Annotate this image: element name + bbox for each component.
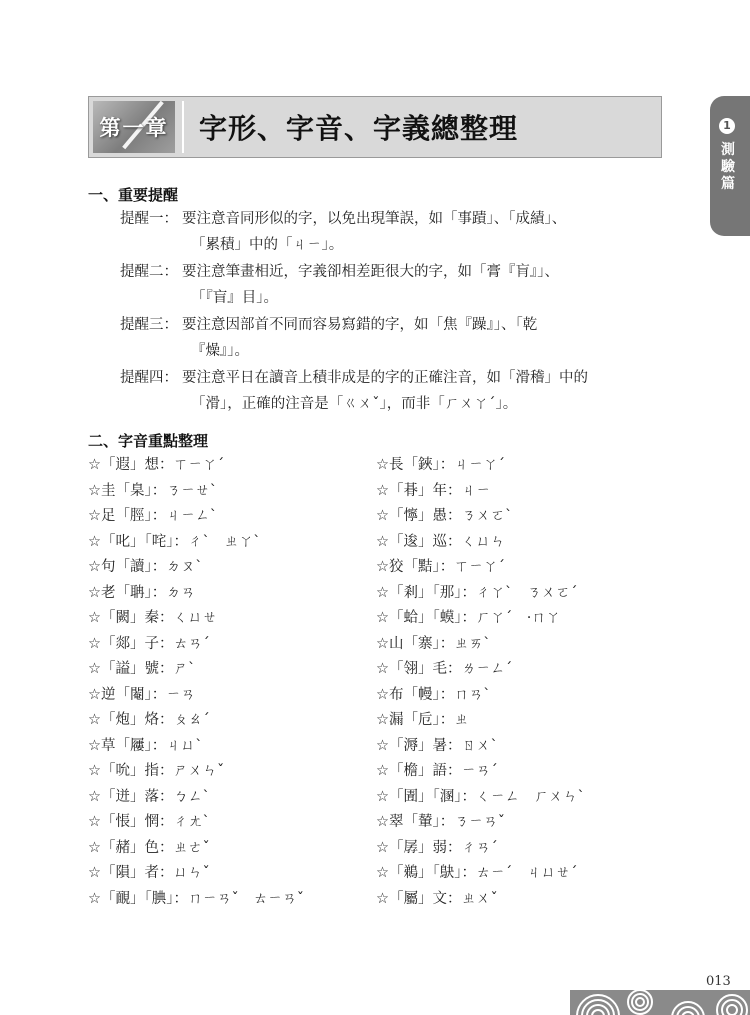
pronunciation-item: ☆「圊」「溷」：ㄑㄧㄥ ㄏㄨㄣˋ bbox=[376, 788, 585, 805]
pronunciation-item: ☆「炮」烙：ㄆㄠˊ bbox=[88, 712, 210, 728]
pronunciation-item: ☆漏「卮」：ㄓ bbox=[376, 712, 469, 728]
pronunciation-item: ☆長「鋏」：ㄐㄧㄚˊ bbox=[376, 457, 505, 473]
pronunciation-item: ☆「叱」「咤」：ㄔˋ ㄓㄚˋ bbox=[88, 533, 261, 550]
pronunciation-item: ☆「隕」者：ㄩㄣˇ bbox=[88, 865, 210, 881]
pronunciation-item: ☆「逡」巡：ㄑㄩㄣ bbox=[376, 533, 505, 550]
pronunciation-item: ☆「迸」落：ㄅㄥˋ bbox=[88, 788, 210, 805]
side-tab-number: 1 bbox=[719, 118, 735, 134]
pronunciation-item: ☆「孱」弱：ㄔㄢˊ bbox=[376, 839, 498, 856]
reminder-1: 提醒一： 要注意音同形似的字，以免出現筆誤，如「事蹟」、「成績」、 「累積」中的「ㄐㄧ」。 bbox=[120, 211, 567, 253]
pronunciation-item: ☆句「讀」：ㄉㄡˋ bbox=[88, 559, 203, 575]
pronunciation-item: ☆狡「黠」：ㄒㄧㄚˊ bbox=[376, 559, 505, 575]
pronunciation-item: ☆「郯」子：ㄊㄢˊ bbox=[88, 635, 210, 652]
pronunciation-item: ☆「鵜」「鴃」：ㄊㄧˊ ㄐㄩㄝˊ bbox=[376, 865, 578, 881]
reminder-2: 提醒二： 要注意筆畫相近，字義卻相差距很大的字，如「膏『肓』」、 「『盲』目」。 bbox=[120, 264, 559, 306]
pronunciation-item: ☆足「脛」：ㄐㄧㄥˋ bbox=[88, 508, 217, 524]
pronunciation-item: ☆「謚」號：ㄕˋ bbox=[88, 661, 196, 677]
reminder-3: 提醒三： 要注意因部首不同而容易寫錯的字，如「焦『躁』」、「乾 『燥』」。 bbox=[120, 317, 538, 359]
pronunciation-item: ☆翠「輦」：ㄋㄧㄢˇ bbox=[376, 814, 505, 830]
pronunciation-item: ☆「蛤」「蟆」：ㄏㄚˊ ·ㄇㄚ bbox=[376, 610, 561, 626]
side-tab-label: 測驗篇 bbox=[721, 142, 735, 192]
pronunciation-item: ☆「溽」暑：ㄖㄨˋ bbox=[376, 737, 498, 754]
reminder-4: 提醒四： 要注意平日在讀音上積非成是的字的正確注音，如「滑稽」中的 「滑」，正確的注音是「ㄍㄨˇ」，而非「ㄏㄨㄚˊ」。 bbox=[120, 370, 588, 412]
page-number: 013 bbox=[706, 974, 731, 989]
pronunciation-item: ☆「靦」「腆」：ㄇㄧㄢˇ ㄊㄧㄢˇ bbox=[88, 890, 304, 907]
pen-book-icon bbox=[93, 101, 175, 153]
pronunciation-item: ☆「遐」想：ㄒㄧㄚˊ bbox=[88, 457, 225, 473]
pronunciation-item: ☆「檐」語：ㄧㄢˊ bbox=[376, 763, 498, 779]
chapter-banner bbox=[88, 96, 662, 158]
pronunciation-item: ☆逆「閹」：ㄧㄢ bbox=[88, 686, 196, 703]
pronunciation-item: ☆「剎」「那」：ㄔㄚˋ ㄋㄨㄛˊ bbox=[376, 584, 578, 601]
chapter-label: 第一章 bbox=[99, 115, 169, 140]
pronunciation-item: ☆布「幔」：ㄇㄢˋ bbox=[376, 686, 491, 703]
pronunciation-item: ☆「懧」愚：ㄋㄨㄛˋ bbox=[376, 508, 513, 524]
pronunciation-item: ☆「朞」年：ㄐㄧ bbox=[376, 482, 491, 499]
side-tab bbox=[710, 96, 750, 236]
pronunciation-item: ☆老「聃」：ㄉㄢ bbox=[88, 584, 196, 601]
pronunciation-item: ☆「翎」毛：ㄌㄧㄥˊ bbox=[376, 661, 513, 677]
section-title-reminders: 一、重要提醒 bbox=[88, 186, 179, 204]
pronunciation-item: ☆圭「臬」：ㄋㄧㄝˋ bbox=[88, 482, 217, 499]
pronunciation-item: ☆山「寨」：ㄓㄞˋ bbox=[376, 635, 491, 652]
pronunciation-item: ☆草「屨」：ㄐㄩˋ bbox=[88, 737, 203, 754]
pronunciation-item: ☆「屬」文：ㄓㄨˇ bbox=[376, 890, 498, 907]
pronunciation-item: ☆「赭」色：ㄓㄜˇ bbox=[88, 839, 210, 856]
pronunciation-item: ☆「吮」指：ㄕㄨㄣˇ bbox=[88, 763, 225, 779]
chapter-title: 字形、字音、字義總整理 bbox=[199, 112, 519, 145]
decorative-circles bbox=[570, 990, 750, 1015]
section-title-pronunciation: 二、字音重點整理 bbox=[88, 432, 209, 450]
pronunciation-item: ☆「闕」秦：ㄑㄩㄝ bbox=[88, 610, 217, 626]
pronunciation-item: ☆「悵」惘：ㄔㄤˋ bbox=[88, 814, 210, 830]
